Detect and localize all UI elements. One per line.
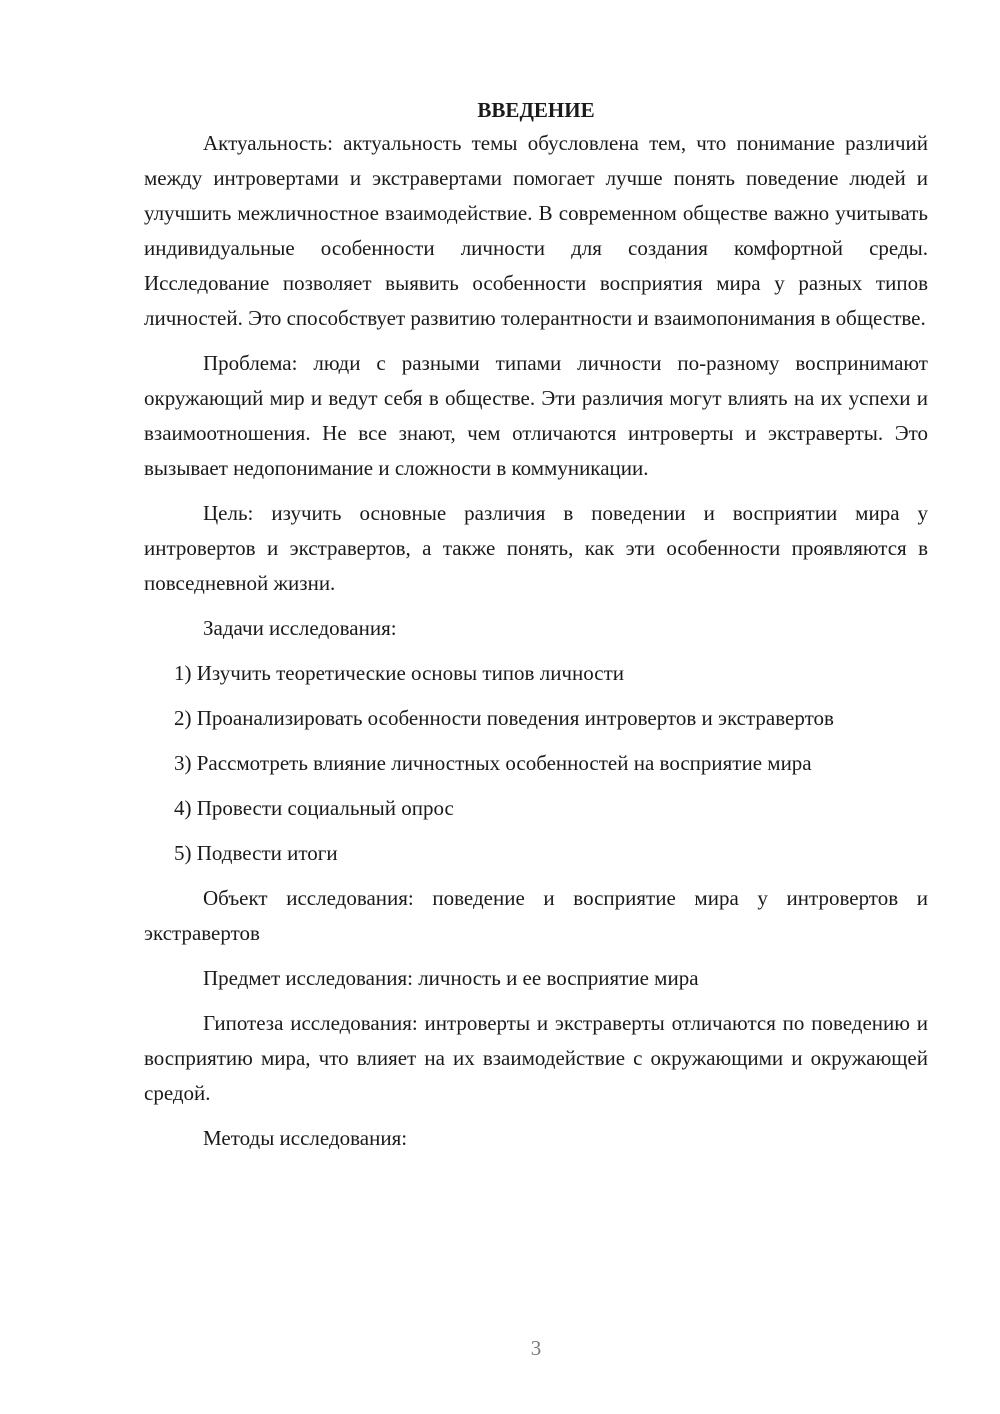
paragraph-subject: Предмет исследования: личность и ее восприятие мира [203, 966, 699, 990]
paragraph-hypothesis: Гипотеза исследования: интроверты и экстраверты отличаются по поведению и восприятию мира, что влияет на их взаимодействие с окружающими и окружающей средой. [144, 1011, 928, 1105]
paragraph-problem: Проблема: люди с разными типами личности по-разному воспринимают окружающий мир и ведут себя в обществе. Эти различия могут влиять на их успехи и взаимоотношения. Не все знают, чем отличаются интроверты и экстраверты. Это вызывает недопонимание и сложности в коммуникации. [144, 351, 928, 480]
paragraph-object: Объект исследования: поведение и восприятие мира у интровертов и экстравертов [144, 886, 928, 945]
paragraph-goal: Цель: изучить основные различия в поведении и восприятии мира у интровертов и экстравертов, а также понять, как эти особенности проявляются в повседневной жизни. [144, 501, 928, 595]
document-page [144, 96, 928, 1166]
page-title: ВВЕДЕНИЕ [477, 98, 595, 122]
task-item-3: 3) Рассмотреть влияние личностных особенностей на восприятие мира [174, 751, 812, 775]
paragraph-relevance: Актуальность: актуальность темы обусловлена тем, что понимание различий между интровертами и экстравертами помогает лучше понять поведение людей и улучшить межличностное взаимодействие. В современном обществе важно учитывать индивидуальные особенности личности для создания комфортной среды. Исследование позволяет выявить особенности восприятия мира у разных типов личностей. Это способствует развитию толерантности и взаимопонимания в обществе. [144, 131, 928, 330]
task-item-4: 4) Провести социальный опрос [174, 796, 454, 820]
task-item-2: 2) Проанализировать особенности поведения интровертов и экстравертов [174, 706, 834, 730]
task-item-5: 5) Подвести итоги [174, 841, 338, 865]
paragraph-methods-title: Методы исследования: [203, 1126, 408, 1150]
page-number: 3 [530, 1336, 542, 1360]
paragraph-tasks-title: Задачи исследования: [203, 616, 397, 640]
task-item-1: 1) Изучить теоретические основы типов личности [174, 661, 624, 685]
